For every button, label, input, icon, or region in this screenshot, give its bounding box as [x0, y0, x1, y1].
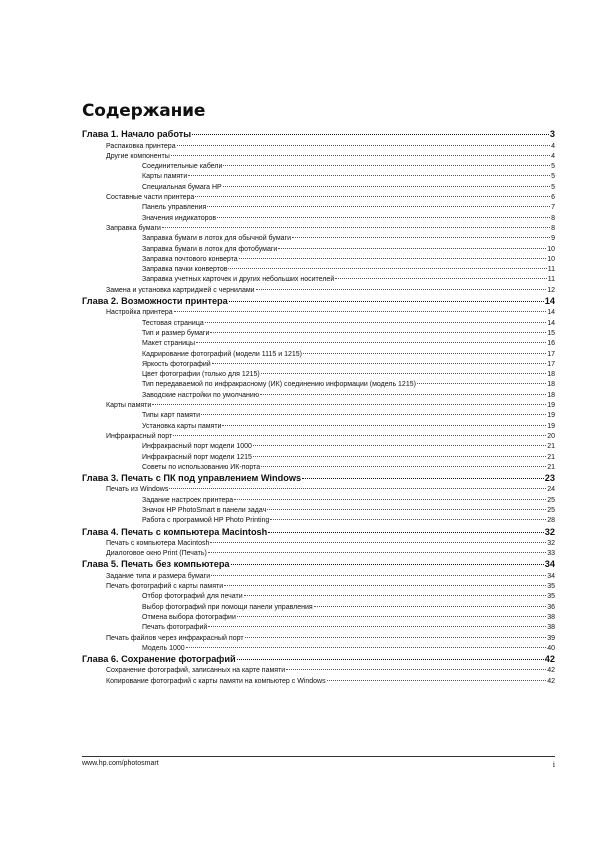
toc-entry-label: Цвет фотографии (только для 1215) [142, 371, 260, 379]
page-title: Содержание [82, 101, 206, 122]
toc-entry-label: Инфракрасный порт модели 1215 [142, 453, 252, 461]
toc-entry-label: Задание типа и размера бумаги [106, 572, 211, 580]
toc-entry-label: Карты памяти [142, 173, 188, 181]
toc-entry-label: Печать фотографий с карты памяти [106, 583, 224, 591]
table-of-contents [82, 124, 555, 685]
toc-entry-label: Составные части принтера [106, 194, 195, 202]
toc-entry-page: 10 [547, 245, 555, 253]
toc-entry-page: 21 [547, 463, 555, 471]
toc-entry-label: Глава 4. Печать с компьютера Macintosh [82, 526, 268, 537]
toc-entry-label: Советы по использованию ИК-порта [142, 463, 261, 471]
toc-leader-dots [192, 122, 549, 135]
toc-leader-dots [268, 519, 543, 532]
toc-entry-page: 11 [547, 266, 555, 274]
toc-entry-label: Заправка почтового конверта [142, 255, 238, 263]
toc-entry-page: 5 [551, 183, 555, 191]
toc-entry-page: 6 [551, 194, 555, 202]
toc-entry-page: 25 [547, 496, 555, 504]
toc-entry-label: Панель управления [142, 204, 207, 212]
toc-entry-page: 35 [547, 593, 555, 601]
toc-entry-page: 18 [547, 381, 555, 389]
toc-entry-page: 4 [551, 152, 555, 160]
toc-entry-page: 34 [547, 572, 555, 580]
toc-entry-page: 14 [547, 309, 555, 317]
toc-leader-dots [229, 289, 544, 302]
toc-entry-label: Другие компоненты [106, 152, 170, 160]
toc-entry-label: Замена и установка картриджей с чернилами [106, 286, 255, 294]
toc-entry-label: Глава 6. Сохранение фотографий [82, 654, 236, 665]
toc-leader-dots [237, 647, 544, 660]
toc-entry-page: 18 [547, 391, 555, 399]
toc-entry-page: 32 [547, 539, 555, 547]
toc-leader-dots [327, 669, 547, 680]
toc-entry-page: 19 [547, 412, 555, 420]
toc-entry-label: Копирование фотографий с карты памяти на компьютер с Windows [106, 677, 326, 685]
toc-entry-label: Настройка принтера [106, 309, 173, 317]
toc-entry-page: 16 [547, 340, 555, 348]
toc-entry-label: Заводские настройки по умолчанию [142, 391, 260, 399]
toc-entry-label: Тестовая страница [142, 319, 204, 327]
toc-entry-label: Отбор фотографий для печати [142, 593, 243, 601]
toc-entry-label: Глава 2. Возможности принтера [82, 296, 228, 307]
toc-entry-page: 21 [547, 453, 555, 461]
toc-entry-label: Задание настроек принтера [142, 496, 234, 504]
toc-entry-label: Инфракрасный порт [106, 432, 173, 440]
toc-entry-label: Заправка бумаги [106, 224, 161, 232]
toc-entry-page: 18 [547, 371, 555, 379]
footer-url[interactable]: www.hp.com/photosmart [82, 760, 159, 767]
toc-entry-page: 19 [547, 422, 555, 430]
toc-entry-label: Печать с компьютера Macintosh [106, 539, 210, 547]
toc-entry-label: Печать файлов через инфракрасный порт [106, 634, 244, 642]
toc-entry-label: Заправка бумаги в лоток для фотобумаги [142, 245, 278, 253]
toc-entry-page: 28 [547, 517, 555, 525]
toc-entry-page: 14 [547, 319, 555, 327]
toc-entry-label: Кадрирование фотографий (модели 1115 и 1215) [142, 350, 302, 358]
toc-entry-page: 33 [547, 550, 555, 558]
toc-entry-page: 42 [544, 654, 555, 665]
toc-entry-label: Макет страницы [142, 340, 196, 348]
toc-entry-page: 40 [547, 644, 555, 652]
toc-entry-page: 3 [549, 129, 555, 140]
toc-entry-label: Распаковка принтера [106, 142, 176, 150]
toc-entry-page: 17 [547, 350, 555, 358]
toc-entry-page: 32 [544, 526, 555, 537]
toc-entry-page: 8 [551, 224, 555, 232]
toc-entry-page: 17 [547, 360, 555, 368]
toc-entry-page: 5 [551, 173, 555, 181]
toc-entry-label: Печать из Windows [106, 486, 169, 494]
toc-entry-label: Специальная бумага HP [142, 183, 222, 191]
toc-entry-label: Выбор фотографий при помощи панели управления [142, 603, 313, 611]
toc-entry-page: 39 [547, 634, 555, 642]
toc-entry-page: 25 [547, 506, 555, 514]
toc-entry-page: 23 [544, 473, 555, 484]
toc-entry-page: 15 [547, 329, 555, 337]
toc-entry-label: Печать фотографий [142, 624, 208, 632]
toc-entry-label: Глава 3. Печать с ПК под управлением Windows [82, 473, 302, 484]
toc-entry-label: Значения индикаторов [142, 214, 217, 222]
toc-entry-page: 42 [547, 677, 555, 685]
toc-entry-label: Работа с программой HP Photo Printing [142, 517, 270, 525]
toc-entry-label: Инфракрасный порт модели 1000 [142, 443, 252, 451]
toc-entry-label: Модель 1000 [142, 644, 185, 652]
toc-entry-page: 14 [544, 296, 555, 307]
toc-entry-label: Значок HP PhotoSmart в панели задач [142, 506, 267, 514]
toc-entry-page: 7 [551, 204, 555, 212]
toc-leader-dots [231, 552, 544, 565]
footer-divider [82, 756, 555, 757]
toc-entry-label: Карты памяти [106, 402, 152, 410]
toc-entry-label: Тип и размер бумаги [142, 329, 210, 337]
toc-entry-page: 38 [547, 624, 555, 632]
toc-entry-label: Соединительные кабели [142, 163, 223, 171]
toc-entry-page: 24 [547, 486, 555, 494]
footer-page-number: i [552, 761, 555, 769]
toc-entry-label: Глава 1. Начало работы [82, 129, 192, 140]
toc-entry-label: Яркость фотографий [142, 360, 211, 368]
toc-entry-label: Заправка бумаги в лоток для обычной бумаги [142, 235, 291, 243]
toc-entry-page: 8 [551, 214, 555, 222]
toc-leader-dots [302, 466, 544, 479]
toc-entry-page: 38 [547, 613, 555, 621]
toc-entry-page: 12 [547, 286, 555, 294]
toc-entry-label: Сохранение фотографий, записанных на карте памяти [106, 667, 286, 675]
toc-entry-page: 19 [547, 402, 555, 410]
toc-entry-page: 10 [547, 255, 555, 263]
toc-entry-label: Заправка учетных карточек и других небольших носителей [142, 276, 335, 284]
toc-entry-page: 11 [547, 276, 555, 284]
toc-entry-page: 35 [547, 583, 555, 591]
toc-entry-label: Диалоговое окно Print (Печать) [106, 550, 207, 558]
toc-entry-label: Заправка пачки конвертов [142, 266, 228, 274]
toc-entry-label: Отмена выбора фотографии [142, 613, 236, 621]
toc-entry-page: 4 [551, 142, 555, 150]
toc-entry-label: Установка карты памяти [142, 422, 222, 430]
toc-entry-page: 5 [551, 163, 555, 171]
toc-entry-page: 21 [547, 443, 555, 451]
toc-entry-page: 20 [547, 432, 555, 440]
toc-entry-page: 42 [547, 667, 555, 675]
toc-entry-page: 9 [551, 235, 555, 243]
toc-entry-page: 36 [547, 603, 555, 611]
toc-entry-page: 34 [544, 559, 555, 570]
toc-entry-label: Типы карт памяти [142, 412, 201, 420]
toc-entry-label: Глава 5. Печать без компьютера [82, 559, 230, 570]
toc-entry-label: Тип передаваемой по инфракрасному (ИК) соединению информации (модель 1215) [142, 381, 416, 389]
